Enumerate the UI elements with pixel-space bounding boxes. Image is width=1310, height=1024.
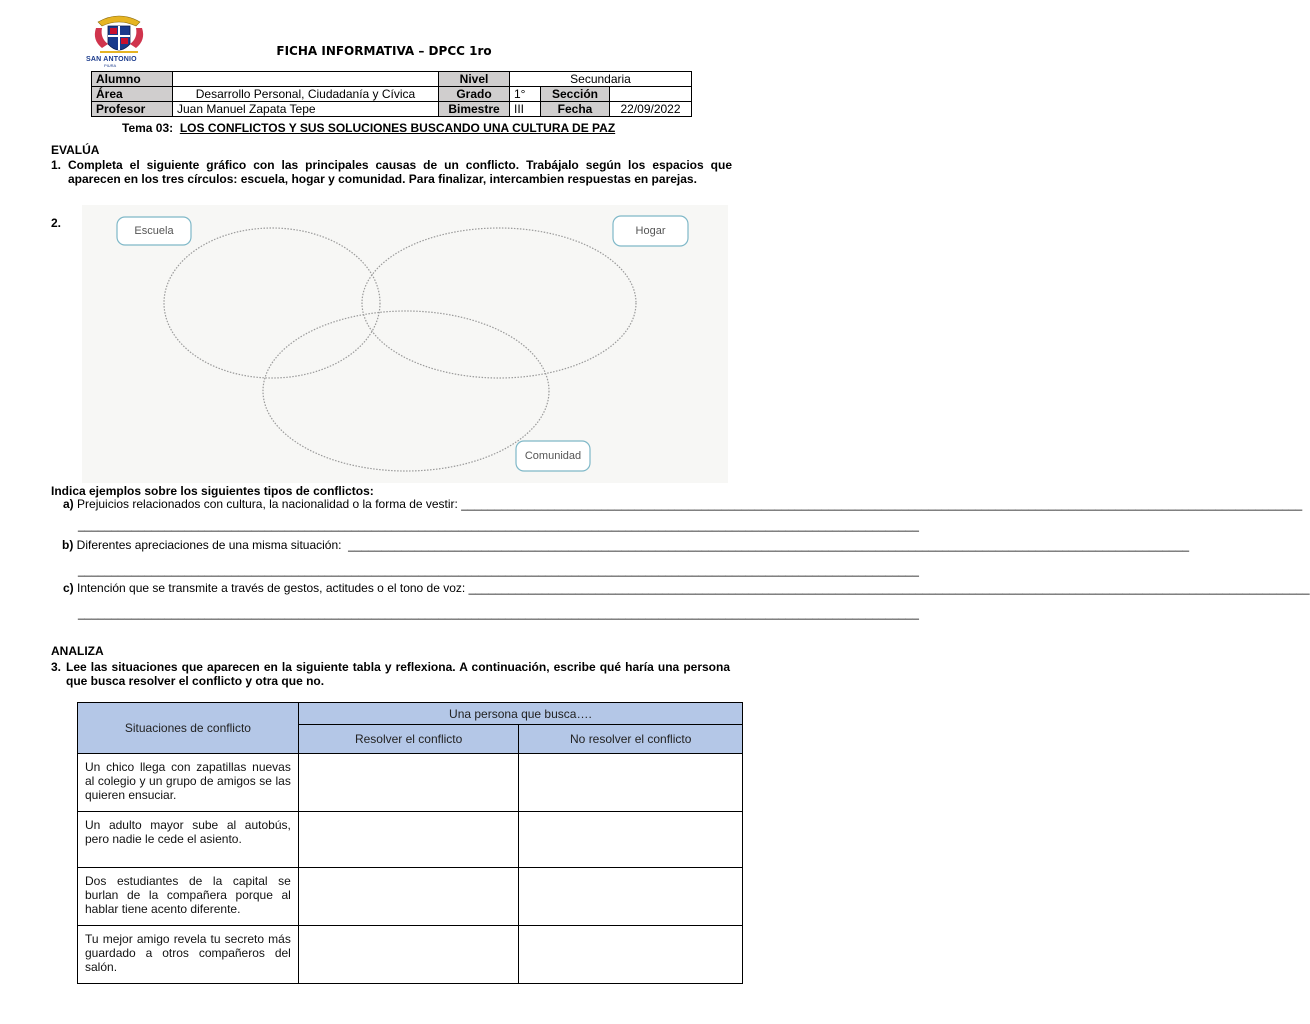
situation-cell: Tu mejor amigo revela tu secreto más guardado a otros compañeros del salón.	[78, 926, 299, 984]
question-1-text: Completa el siguiente gráfico con las principales causas de un conflicto. Trabájalo según los espacios que aparecen en los tres círculos: escuela, hogar y comunidad. Para finalizar, intercambien respuestas en parejas.	[68, 158, 732, 186]
evalua-heading: EVALÚA	[51, 143, 100, 157]
example-b	[62, 538, 1190, 552]
grado-value: 1°	[510, 87, 541, 102]
situation-cell: Un adulto mayor sube al autobús, pero nadie le cede el asiento.	[78, 812, 299, 868]
bimestre-value: III	[510, 102, 541, 117]
situation-cell: Un chico llega con zapatillas nuevas al colegio y un grupo de amigos se las quieren ensuciar.	[78, 754, 299, 812]
table-row	[78, 926, 743, 984]
resolver-answer-cell[interactable]	[298, 812, 519, 868]
fecha-label: Fecha	[541, 102, 610, 117]
topic-title	[122, 121, 615, 135]
profesor-label: Profesor	[92, 102, 173, 117]
nivel-value: Secundaria	[510, 72, 692, 87]
table-header-row	[78, 703, 743, 725]
example-a-text: Prejuicios relacionados con cultura, la nacionalidad o la forma de vestir:	[77, 497, 458, 511]
example-a-line-2[interactable]: ______________________________________________________________________________________________________________________________	[78, 518, 919, 532]
example-c-text: Intención que se transmite a través de gestos, actitudes o el tono de voz:	[77, 581, 466, 595]
venn-label-comunidad: Comunidad	[524, 450, 582, 462]
no-resolver-answer-cell[interactable]	[519, 926, 743, 984]
no-resolver-answer-cell[interactable]	[519, 812, 743, 868]
area-label: Área	[92, 87, 173, 102]
seccion-field[interactable]	[610, 87, 692, 102]
example-a-blank[interactable]: ______________________________________________________________________________________________________________________________	[461, 497, 1303, 511]
situation-cell: Dos estudiantes de la capital se burlan de la compañera porque al hablar tiene acento diferente.	[78, 868, 299, 926]
grado-label: Grado	[439, 87, 510, 102]
no-resolver-answer-cell[interactable]	[519, 754, 743, 812]
venn-label-escuela: Escuela	[134, 225, 174, 237]
fecha-value: 22/09/2022	[610, 102, 692, 117]
example-b-line-2[interactable]: ______________________________________________________________________________________________________________________________	[78, 563, 919, 577]
example-c-blank[interactable]: ______________________________________________________________________________________________________________________________	[468, 581, 1310, 595]
table-row	[78, 812, 743, 868]
col-header-no-resolver: No resolver el conflicto	[519, 725, 743, 754]
school-name: SAN ANTONIO	[86, 56, 137, 63]
alumno-label: Alumno	[92, 72, 173, 87]
example-b-letter: b)	[62, 538, 74, 552]
col-header-resolver: Resolver el conflicto	[298, 725, 519, 754]
examples-intro: Indica ejemplos sobre los siguientes tipos de conflictos:	[51, 484, 374, 498]
table-row	[78, 754, 743, 812]
example-b-text: Diferentes apreciaciones de una misma situación:	[76, 538, 342, 552]
no-resolver-answer-cell[interactable]	[519, 868, 743, 926]
venn-label-hogar: Hogar	[635, 225, 666, 237]
col-header-group: Una persona que busca….	[298, 703, 742, 725]
question-3-text: Lee las situaciones que aparecen en la siguiente tabla y reflexiona. A continuación, escribe qué haría una persona que busca resolver el conflicto y otra que no.	[66, 660, 730, 688]
topic-label: Tema 03:	[122, 121, 174, 135]
bimestre-label: Bimestre	[439, 102, 510, 117]
example-a	[63, 497, 1303, 511]
resolver-answer-cell[interactable]	[298, 754, 519, 812]
student-info-table	[91, 71, 692, 117]
col-header-situaciones: Situaciones de conflicto	[78, 703, 299, 754]
question-2-number: 2.	[51, 216, 62, 230]
table-row	[92, 102, 692, 117]
analiza-heading: ANALIZA	[51, 644, 104, 658]
example-a-letter: a)	[63, 497, 74, 511]
topic-name: LOS CONFLICTOS Y SUS SOLUCIONES BUSCANDO UNA CULTURA DE PAZ	[179, 121, 616, 135]
seccion-label: Sección	[541, 87, 610, 102]
resolver-answer-cell[interactable]	[298, 926, 519, 984]
table-row	[78, 868, 743, 926]
profesor-value: Juan Manuel Zapata Tepe	[173, 102, 439, 117]
resolver-answer-cell[interactable]	[298, 868, 519, 926]
table-row	[92, 87, 692, 102]
document-title: FICHA INFORMATIVA – DPCC 1ro	[276, 44, 492, 58]
nivel-label: Nivel	[439, 72, 510, 87]
example-c-letter: c)	[63, 581, 74, 595]
example-b-blank[interactable]: ______________________________________________________________________________________________________________________________	[348, 538, 1190, 552]
situations-table	[77, 702, 743, 984]
example-c	[63, 581, 1310, 595]
area-value: Desarrollo Personal, Ciudadanía y Cívica	[173, 87, 439, 102]
question-1-number: 1.	[51, 158, 62, 172]
table-row	[92, 72, 692, 87]
question-3-number: 3.	[51, 660, 62, 674]
example-c-line-2[interactable]: ______________________________________________________________________________________________________________________________	[78, 606, 919, 620]
alumno-field[interactable]	[173, 72, 439, 87]
school-sub: PIURA	[104, 63, 117, 68]
venn-diagram	[82, 205, 728, 483]
